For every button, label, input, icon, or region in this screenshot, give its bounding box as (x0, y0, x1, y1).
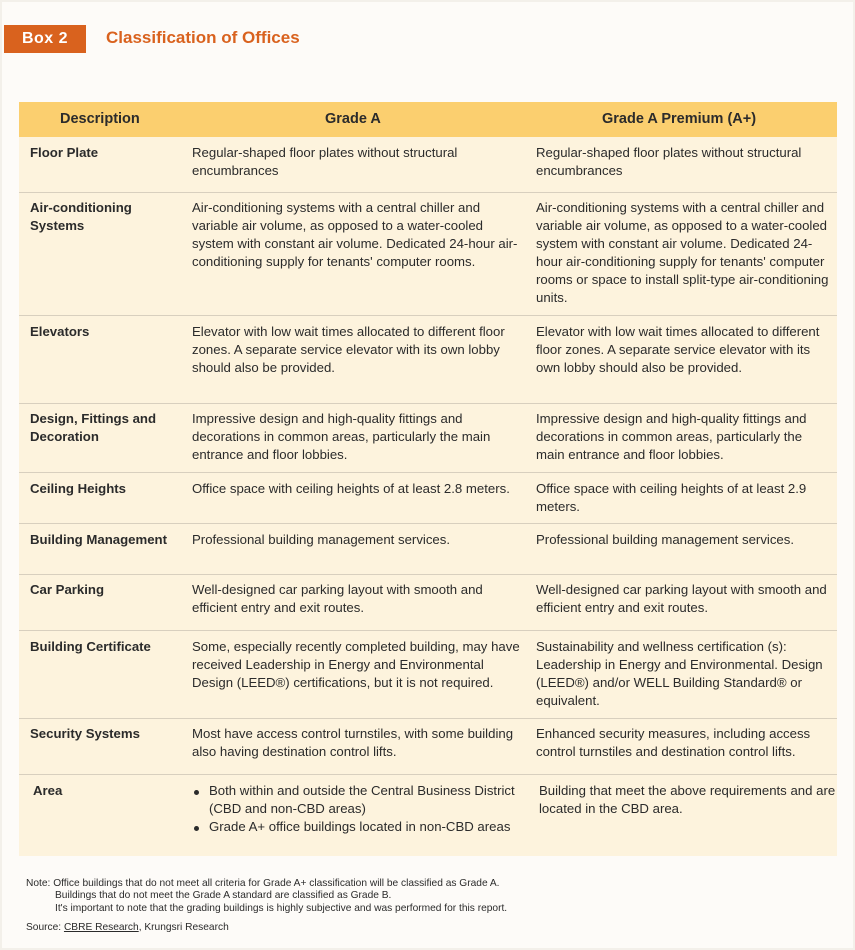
table-row-area (19, 775, 837, 856)
row-description: Elevators (30, 324, 90, 339)
table-row (19, 574, 837, 631)
source-rest: , Krungsri Research (138, 922, 229, 933)
notes-line-1: Office buildings that do not meet all criteria for Grade A+ classification will be classified as Grade A. (53, 878, 500, 889)
row-grade-a-plus: Elevator with low wait times allocated to different floor zones. A separate service elevator with its own lobby should also be provided. (536, 324, 820, 375)
row-description: Car Parking (30, 582, 105, 597)
row-grade-a: Regular-shaped floor plates without structural encumbrances (192, 145, 458, 178)
row-grade-a-plus: Sustainability and wellness certification (s): Leadership in Energy and Environmental. Design (LEED®) and/or WELL Building Standard® or equivalent. (536, 639, 823, 708)
row-grade-a-plus: Impressive design and high-quality fittings and decorations in common areas, particularly the main entrance and floor lobbies. (536, 411, 807, 462)
box-label: Box 2 (4, 25, 86, 53)
table-notes (26, 878, 507, 915)
row-grade-a-plus: Well-designed car parking layout with smooth and efficient entry and exit routes. (536, 582, 827, 615)
notes-label: Note: (26, 878, 51, 889)
table-header (19, 102, 837, 137)
row-grade-a: Professional building management services. (192, 532, 451, 547)
source-link-cbre[interactable]: CBRE Research (63, 922, 139, 933)
row-description: Design, Fittings and Decoration (30, 411, 157, 444)
table-row (19, 473, 837, 524)
table-row (19, 631, 837, 719)
row-grade-a: Impressive design and high-quality fittings and decorations in common areas, particularly the main entrance and floor lobbies. (192, 411, 491, 462)
list-item: Grade A+ office buildings located in non-CBD areas (192, 818, 524, 836)
row-grade-a: Some, especially recently completed building, may have received Leadership in Energy and Environmental Design (LEED®) certifications, but it is not required. (192, 639, 520, 690)
table-row (19, 403, 837, 473)
classification-table (19, 102, 837, 856)
row-description: Building Management (30, 532, 168, 547)
row-grade-a-plus: Building that meet the above requirements and are located in the CBD area. (539, 783, 836, 816)
row-description: Ceiling Heights (30, 481, 126, 496)
row-description: Floor Plate (30, 145, 99, 160)
table-row (19, 718, 837, 775)
row-grade-a: Elevator with low wait times allocated to different floor zones. A separate service elevator with its own lobby should also be provided. (192, 324, 505, 375)
row-description: Building Certificate (30, 639, 151, 654)
notes-line-3: It's important to note that the grading buildings is highly subjective and was performed for this report. (55, 902, 508, 914)
row-grade-a-plus: Enhanced security measures, including access control turnstiles and destination control lifts. (536, 726, 811, 759)
area-bullet-list (192, 782, 524, 836)
box-title: Classification of Offices (106, 28, 300, 47)
column-header-grade-a-plus: Grade A Premium (A+) (602, 111, 757, 127)
row-grade-a-plus: Regular-shaped floor plates without structural encumbrances (536, 145, 802, 178)
row-description: Security Systems (30, 726, 140, 741)
row-grade-a (192, 782, 524, 836)
row-grade-a: Most have access control turnstiles, with some building also having destination control lifts. (192, 726, 514, 759)
source-label: Source: (26, 922, 62, 933)
list-item: Both within and outside the Central Business District (CBD and non-CBD areas) (192, 782, 524, 818)
column-header-grade-a: Grade A (325, 111, 381, 127)
column-header-description: Description (60, 111, 140, 127)
row-description: Area (33, 783, 63, 798)
row-grade-a: Air-conditioning systems with a central chiller and variable air volume, as opposed to a water-cooled system with constant air volume. Dedicated 24-hour air-conditioning supply for tenants' computer rooms. (192, 200, 518, 269)
row-grade-a-plus: Office space with ceiling heights of at least 2.9 meters. (536, 481, 807, 514)
table-row (19, 316, 837, 404)
row-grade-a-plus: Air-conditioning systems with a central chiller and variable air volume, as opposed to a water-cooled system with constant air volume. Dedicated 24-hour air-conditioning supply for tenants' computer rooms or space to install split-type air-conditioning units. (536, 200, 829, 305)
table-row (19, 192, 837, 316)
table-row (19, 524, 837, 575)
row-grade-a-plus: Professional building management services. (536, 532, 795, 547)
row-grade-a: Office space with ceiling heights of at least 2.8 meters. (192, 481, 510, 496)
row-grade-a: Well-designed car parking layout with smooth and efficient entry and exit routes. (192, 582, 483, 615)
notes-line-2: Buildings that do not meet the Grade A standard are classified as Grade B. (55, 890, 392, 902)
source-line (26, 922, 229, 933)
table-row (19, 137, 837, 193)
row-description: Air-conditioning Systems (30, 200, 132, 233)
